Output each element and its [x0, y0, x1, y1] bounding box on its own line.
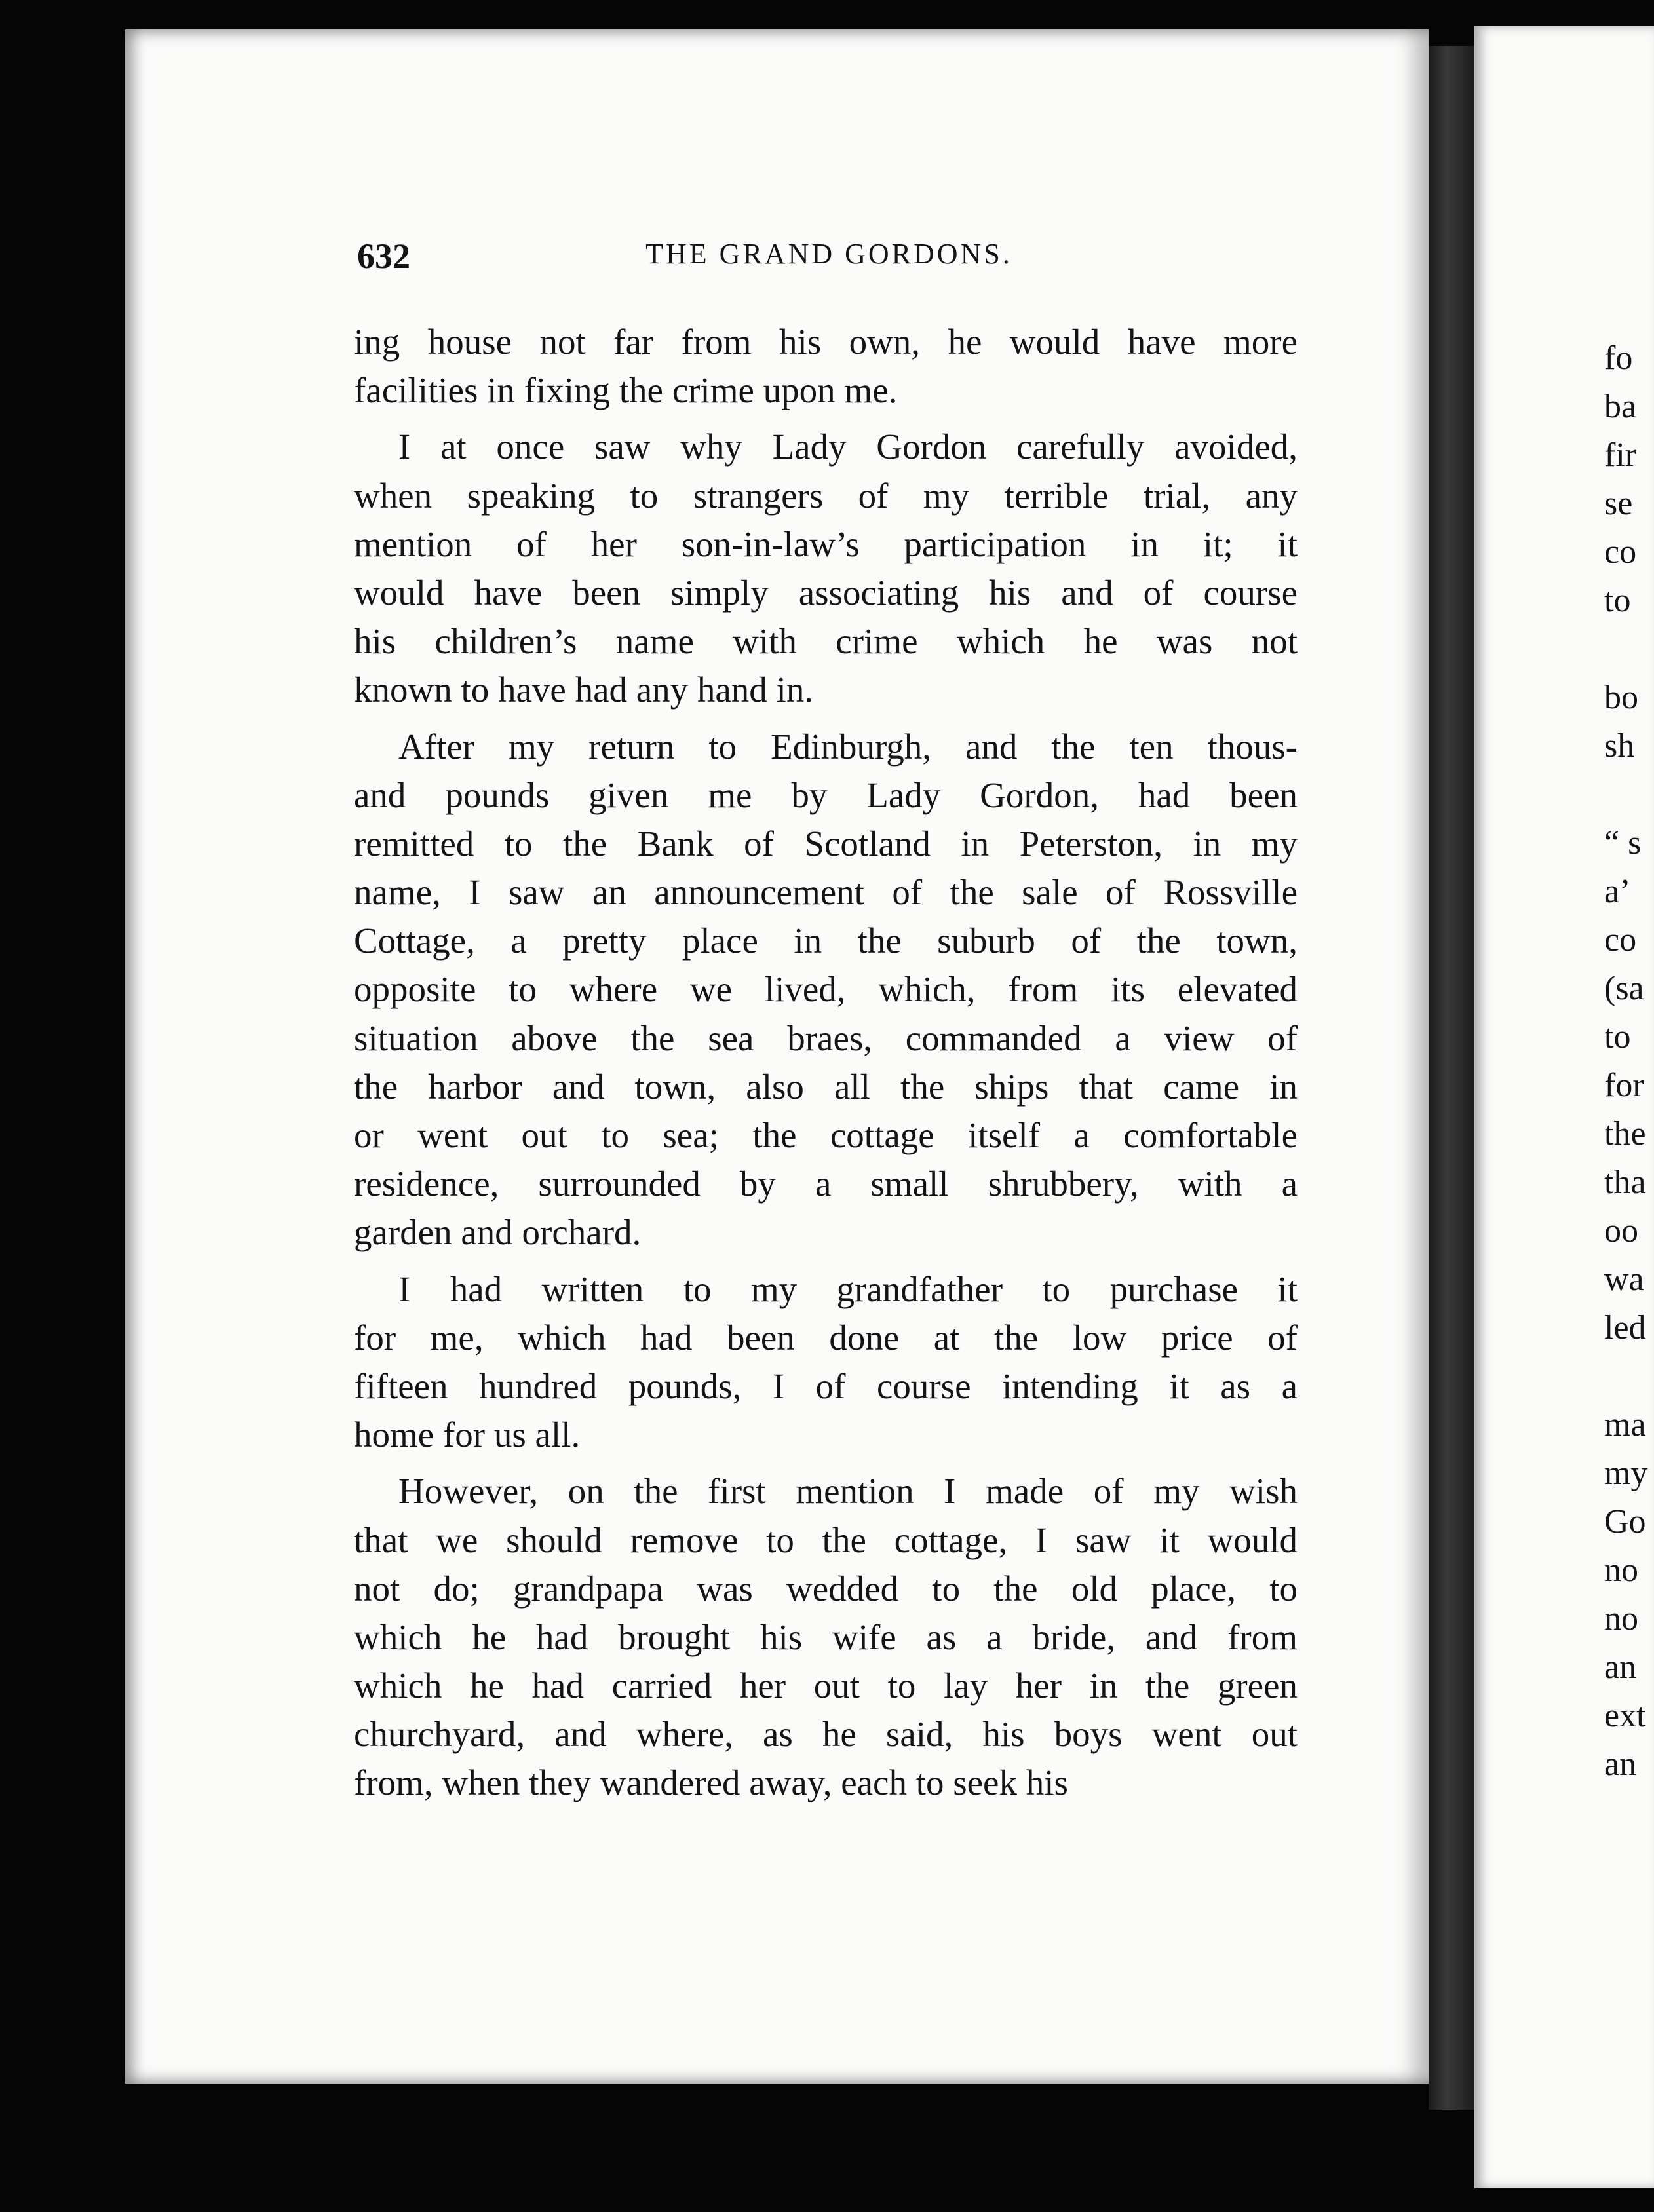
right-page-fragment: sh [1604, 727, 1635, 765]
text-line: I had written to my grandfather to purchase it [398, 1268, 1298, 1309]
text-line: would have been simply associating his and of course [354, 572, 1298, 613]
right-page-fragment: “ s [1604, 824, 1642, 862]
text-line: for me, which had been done at the low price of [354, 1317, 1298, 1358]
right-page-fragment: se [1604, 485, 1633, 522]
page-gutter-shadow [1429, 46, 1474, 2110]
right-page-fragment: my [1604, 1455, 1648, 1492]
right-page-fragment: co [1604, 921, 1637, 959]
text-line: not do; grandpapa was wedded to the old place, to [354, 1568, 1298, 1609]
text-line: home for us all. [354, 1415, 581, 1455]
right-page-fragment: to [1604, 582, 1631, 619]
text-line: when speaking to strangers of my terrible trial, any [354, 475, 1298, 516]
text-line: or went out to sea; the cottage itself a comfortable [354, 1115, 1298, 1155]
text-line: However, on the first mention I made of my wish [398, 1471, 1298, 1512]
right-page-fragment: an [1604, 1649, 1637, 1686]
paragraph [354, 723, 1298, 1257]
right-page-fragment: to [1604, 1018, 1631, 1056]
text-line: opposite to where we lived, which, from its elevated [354, 969, 1298, 1010]
text-line: that we should remove to the cottage, I saw it would [354, 1519, 1298, 1560]
text-line: situation above the sea braes, commanded a view of [354, 1018, 1298, 1058]
right-page-fragment: (sa [1604, 970, 1644, 1007]
text-line: remitted to the Bank of Scotland in Peterston, in my [354, 823, 1298, 864]
page-header [357, 236, 1301, 282]
text-line: his children’s name with crime which he was not [354, 621, 1298, 662]
right-page-fragment: ba [1604, 388, 1637, 425]
right-page-fragment: wa [1604, 1261, 1644, 1298]
text-line: name, I saw an announcement of the sale of Rossville [354, 872, 1298, 913]
right-page-fragment: Go [1604, 1503, 1646, 1540]
right-page-fragment: tha [1604, 1164, 1646, 1201]
right-page-fragment: fo [1604, 339, 1633, 377]
paragraph [354, 1467, 1298, 1807]
text-line: and pounds given me by Lady Gordon, had been [354, 774, 1298, 815]
text-line: I at once saw why Lady Gordon carefully avoided, [398, 427, 1298, 467]
text-line: Cottage, a pretty place in the suburb of the town, [354, 921, 1298, 961]
text-line: known to have had any hand in. [354, 670, 814, 710]
text-line: churchyard, and where, as he said, his boys went out [354, 1714, 1298, 1755]
right-page-fragment: a’ [1604, 873, 1631, 910]
right-page-fragment: the [1604, 1115, 1646, 1153]
text-line: ing house not far from his own, he would have more [354, 322, 1298, 362]
right-page-fragment: led [1604, 1309, 1646, 1346]
right-page-fragment: an [1604, 1745, 1637, 1783]
text-line: the harbor and town, also all the ships that came in [354, 1066, 1298, 1107]
paragraph [354, 318, 1298, 415]
text-line: which he had brought his wife as a bride, and from [354, 1616, 1298, 1657]
text-line: facilities in fixing the crime upon me. [354, 370, 898, 411]
right-page-fragment: ext [1604, 1697, 1646, 1734]
right-page-fragment: oo [1604, 1212, 1638, 1249]
right-page-fragment: for [1604, 1067, 1644, 1104]
paragraph [354, 423, 1298, 714]
text-line: fifteen hundred pounds, I of course intending it as a [354, 1365, 1298, 1406]
right-page-fragment: co [1604, 533, 1637, 571]
text-line: from, when they wandered away, each to seek his [354, 1763, 1068, 1803]
right-page-fragment: no [1604, 1600, 1638, 1637]
text-line: which he had carried her out to lay her in the green [354, 1666, 1298, 1706]
right-page-fragment: fir [1604, 436, 1637, 474]
text-line: residence, surrounded by a small shrubbery, with a [354, 1164, 1298, 1204]
text-line: After my return to Edinburgh, and the ten thous- [398, 726, 1298, 767]
page-number: 632 [357, 237, 410, 276]
right-page-fragment: no [1604, 1552, 1638, 1589]
paragraph [354, 1265, 1298, 1460]
text-line: mention of her son-in-law’s participation in it; it [354, 524, 1298, 564]
running-head: THE GRAND GORDONS. [645, 238, 1012, 270]
text-line: garden and orchard. [354, 1212, 642, 1253]
right-page-fragment: bo [1604, 679, 1638, 716]
right-page-fragment: ma [1604, 1406, 1646, 1443]
body-text [354, 318, 1298, 1816]
